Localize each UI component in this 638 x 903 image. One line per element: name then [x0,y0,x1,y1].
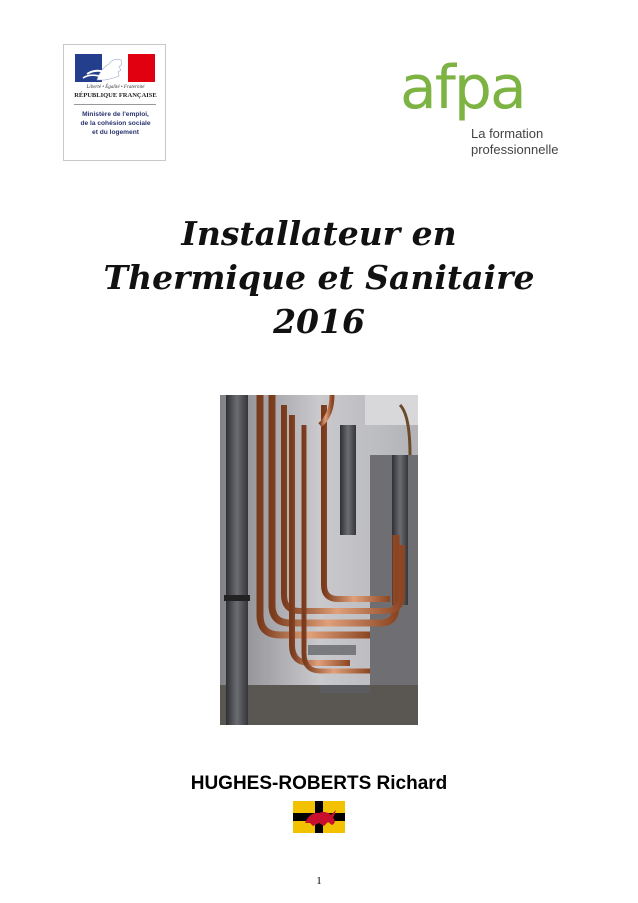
author-name: HUGHES-ROBERTS Richard [190,773,448,794]
title-line-2: Thermique et Sanitaire [103,258,535,297]
title-line-3: 2016 [273,302,365,341]
afpa-tagline [471,126,558,158]
document-title [0,212,638,344]
copper-piping-photo [220,395,418,725]
afpa-tagline-line-2: professionnelle [471,142,559,157]
logo-divider [74,104,156,105]
page-number: 1 [316,875,322,887]
ministry-line-3: et du logement [92,129,139,136]
title-line-1: Installateur en [181,214,457,253]
republic-name: RÉPUBLIQUE FRANÇAISE [74,92,157,99]
afpa-wordmark: afpa [400,53,525,123]
marianne-flag-icon [75,54,155,82]
government-logo [63,44,166,161]
republic-motto: Liberté • Égalité • Fraternité [86,85,145,90]
afpa-logo [400,53,560,168]
ministry-line-1: Ministère de l'emploi, [82,111,149,118]
ministry-line-2: de la cohésion sociale [80,120,151,127]
ministry-name [68,110,163,137]
afpa-tagline-line-1: La formation [471,126,544,141]
welsh-flag-icon [293,801,345,833]
